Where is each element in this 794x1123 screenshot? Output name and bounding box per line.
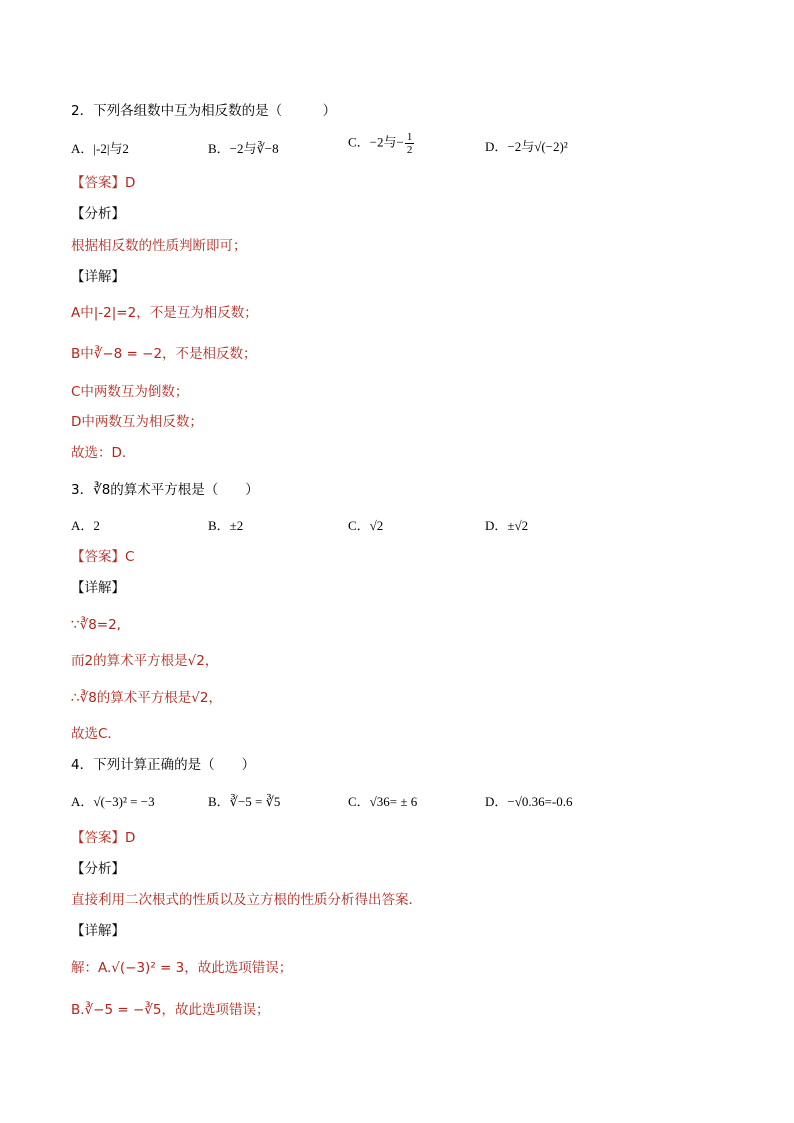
q2-option-c: C．−2与− $\frac{1}{2}$: [348, 131, 413, 156]
q4-analysis-text: 直接利用二次根式的性质以及立方根的性质分析得出答案．: [71, 892, 422, 908]
q4-detail-label: 【详解】: [71, 923, 125, 939]
q2-detail-line: B中∛−8 = −2，不是相反数；: [71, 346, 257, 362]
q2-detail-line: A中|-2|=2，不是互为相反数；: [71, 305, 258, 321]
q3-stem: 3．∛8的算术平方根是（ ）: [71, 482, 259, 498]
q3-detail-line: ∵∛8=2,: [71, 617, 121, 633]
q4-option-c: C．√36= ± 6: [348, 794, 418, 809]
q4-stem: 4．下列计算正确的是（ ）: [71, 757, 256, 773]
q2-analysis-text: 根据相反数的性质判断即可；: [71, 238, 247, 254]
q2-option-a: A．|-2|与2: [71, 141, 129, 156]
q3-detail-label: 【详解】: [71, 580, 125, 596]
q2-option-d: D．−2与√(−2)²: [485, 139, 568, 154]
q4-option-b: B．∛−5 = ∛5: [208, 794, 281, 809]
q2-stem: 2．下列各组数中互为相反数的是（ ）: [71, 103, 337, 119]
q2-detail-line: D中两数互为相反数；: [71, 414, 203, 430]
q4-detail-line: B.∛−5 = −∛5，故此选项错误；: [71, 1002, 270, 1018]
q2-answer: 【答案】D: [71, 175, 136, 191]
q4-detail-line: 解：A.√(−3)² = 3，故此选项错误；: [71, 960, 293, 976]
q4-answer: 【答案】D: [71, 830, 136, 846]
q3-detail-line: 故选C．: [71, 726, 121, 742]
q3-answer: 【答案】C: [71, 549, 135, 565]
q3-option-a: A．2: [71, 518, 100, 533]
q4-option-d: D．−√0.36=-0.6: [485, 794, 573, 809]
q3-option-d: D．±√2: [485, 518, 529, 533]
q2-detail-line: C中两数互为倒数；: [71, 384, 189, 400]
q3-detail-line: ∴∛8的算术平方根是√2，: [71, 690, 222, 706]
q3-option-c: C．√2: [348, 518, 384, 533]
q2-detail-line: 故选：D．: [71, 445, 136, 461]
q4-analysis-label: 【分析】: [71, 861, 125, 877]
q3-option-b: B．±2: [208, 518, 244, 533]
q2-option-b: B．−2与∛−8: [208, 141, 279, 156]
q2-detail-label: 【详解】: [71, 269, 125, 285]
fraction-one-half: $\frac{1}{2}$: [406, 131, 413, 156]
q4-option-a: A．√(−3)² = −3: [71, 794, 155, 809]
q2-analysis-label: 【分析】: [71, 206, 125, 222]
q3-detail-line: 而2的算术平方根是√2，: [71, 653, 219, 669]
